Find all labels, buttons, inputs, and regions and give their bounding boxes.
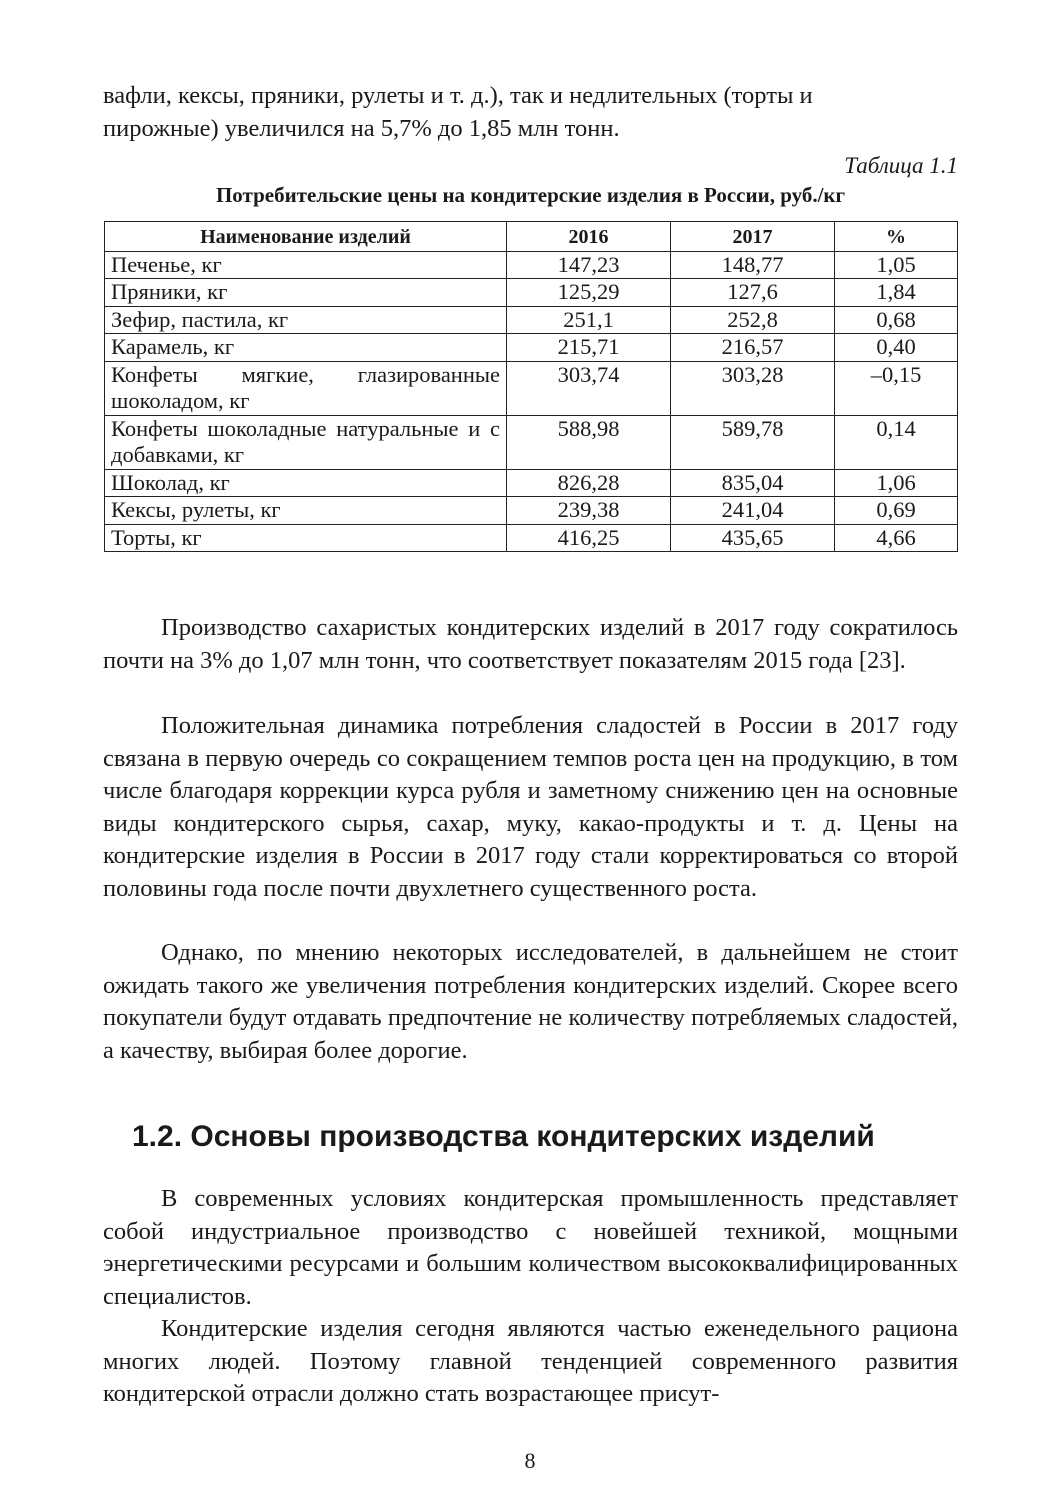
intro-line-2: пирожные) увеличился на 5,7% до 1,85 млн тонн. bbox=[103, 114, 620, 142]
row-2016: 588,98 bbox=[507, 415, 671, 469]
table-row bbox=[105, 334, 958, 362]
row-2017: 589,78 bbox=[671, 415, 835, 469]
row-percent: 0,40 bbox=[835, 334, 958, 362]
row-2017: 241,04 bbox=[671, 497, 835, 525]
row-2017: 127,6 bbox=[671, 279, 835, 307]
table-title: Потребительские цены на кондитерские изделия в России, руб./кг bbox=[215, 183, 846, 207]
row-name: Шоколад, кг bbox=[105, 469, 507, 497]
row-name: Карамель, кг bbox=[105, 334, 507, 362]
header-product-name: Наименование изделий bbox=[105, 222, 507, 252]
row-percent: 1,05 bbox=[835, 251, 958, 279]
prices-table bbox=[104, 221, 958, 552]
section-heading: 1.2. Основы производства кондитерских изделий bbox=[132, 1120, 875, 1153]
row-name: Конфеты шоколадные натуральные и с добавками, кг bbox=[105, 415, 507, 469]
table-caption: Таблица 1.1 bbox=[844, 153, 958, 178]
row-percent: 0,69 bbox=[835, 497, 958, 525]
row-percent: 0,68 bbox=[835, 306, 958, 334]
row-2016: 416,25 bbox=[507, 524, 671, 552]
row-2016: 147,23 bbox=[507, 251, 671, 279]
page-number: 8 bbox=[524, 1448, 536, 1473]
paragraph-trend: Кондитерские изделия сегодня являются частью еженедельного рациона многих людей. Поэтому главной тенденцией современного развития кондитерской отрасли должно стать возрастающее присут- bbox=[103, 1315, 958, 1407]
row-2017: 435,65 bbox=[671, 524, 835, 552]
header-percent: % bbox=[835, 222, 958, 252]
row-2016: 826,28 bbox=[507, 469, 671, 497]
row-2017: 148,77 bbox=[671, 251, 835, 279]
row-name: Конфеты мягкие, глазированные шоколадом, кг bbox=[105, 361, 507, 415]
paragraph-outlook: Однако, по мнению некоторых исследователей, в дальнейшем не стоит ожидать такого же увеличения потребления кондитерских изделий. Скорее всего покупатели будут отдавать предпочтение не количеству потребляемых сладостей, а качеству, выбирая более дорогие. bbox=[103, 939, 958, 1064]
row-2017: 252,8 bbox=[671, 306, 835, 334]
table-row bbox=[105, 415, 958, 469]
row-percent: 4,66 bbox=[835, 524, 958, 552]
table-row bbox=[105, 469, 958, 497]
row-name: Пряники, кг bbox=[105, 279, 507, 307]
intro-paragraph bbox=[103, 80, 958, 145]
paragraph-industry: В современных условиях кондитерская промышленность представляет собой индустриальное производство с новейшей техникой, мощными энергетическими ресурсами и большим количеством высококвалифицированных специалистов. bbox=[103, 1185, 958, 1310]
row-name: Торты, кг bbox=[105, 524, 507, 552]
row-2016: 125,29 bbox=[507, 279, 671, 307]
paragraph-production: Производство сахаристых кондитерских изделий в 2017 году сократилось почти на 3% до 1,07 млн тонн, что соответствует показателям 2015 года [23]. bbox=[103, 614, 958, 674]
header-2017: 2017 bbox=[671, 222, 835, 252]
row-2016: 239,38 bbox=[507, 497, 671, 525]
row-percent: 0,14 bbox=[835, 415, 958, 469]
row-name: Печенье, кг bbox=[105, 251, 507, 279]
table-row bbox=[105, 306, 958, 334]
row-2017: 835,04 bbox=[671, 469, 835, 497]
table-row bbox=[105, 251, 958, 279]
header-2016: 2016 bbox=[507, 222, 671, 252]
intro-line-1: вафли, кексы, пряники, рулеты и т. д.), так и недлительных (торты и bbox=[103, 82, 813, 109]
row-2016: 303,74 bbox=[507, 361, 671, 415]
row-percent: 1,06 bbox=[835, 469, 958, 497]
row-name: Зефир, пастила, кг bbox=[105, 306, 507, 334]
table-row bbox=[105, 361, 958, 415]
row-2017: 303,28 bbox=[671, 361, 835, 415]
row-percent: –0,15 bbox=[835, 361, 958, 415]
row-2016: 251,1 bbox=[507, 306, 671, 334]
row-percent: 1,84 bbox=[835, 279, 958, 307]
table-row bbox=[105, 497, 958, 525]
table-row bbox=[105, 524, 958, 552]
row-name: Кексы, рулеты, кг bbox=[105, 497, 507, 525]
paragraph-dynamics: Положительная динамика потребления сладостей в России в 2017 году связана в первую очередь со сокращением темпов роста цен на продукцию, в том числе благодаря коррекции курса рубля и заметному снижению цен на основные виды кондитерского сырья, сахар, муку, какао-продукты и т. д. Цены на кондитерские изделия в России в 2017 году стали корректироваться со второй половины года после почти двухлетнего существенного роста. bbox=[103, 712, 958, 902]
row-2016: 215,71 bbox=[507, 334, 671, 362]
row-2017: 216,57 bbox=[671, 334, 835, 362]
table-row bbox=[105, 279, 958, 307]
table-header-row bbox=[105, 222, 958, 252]
